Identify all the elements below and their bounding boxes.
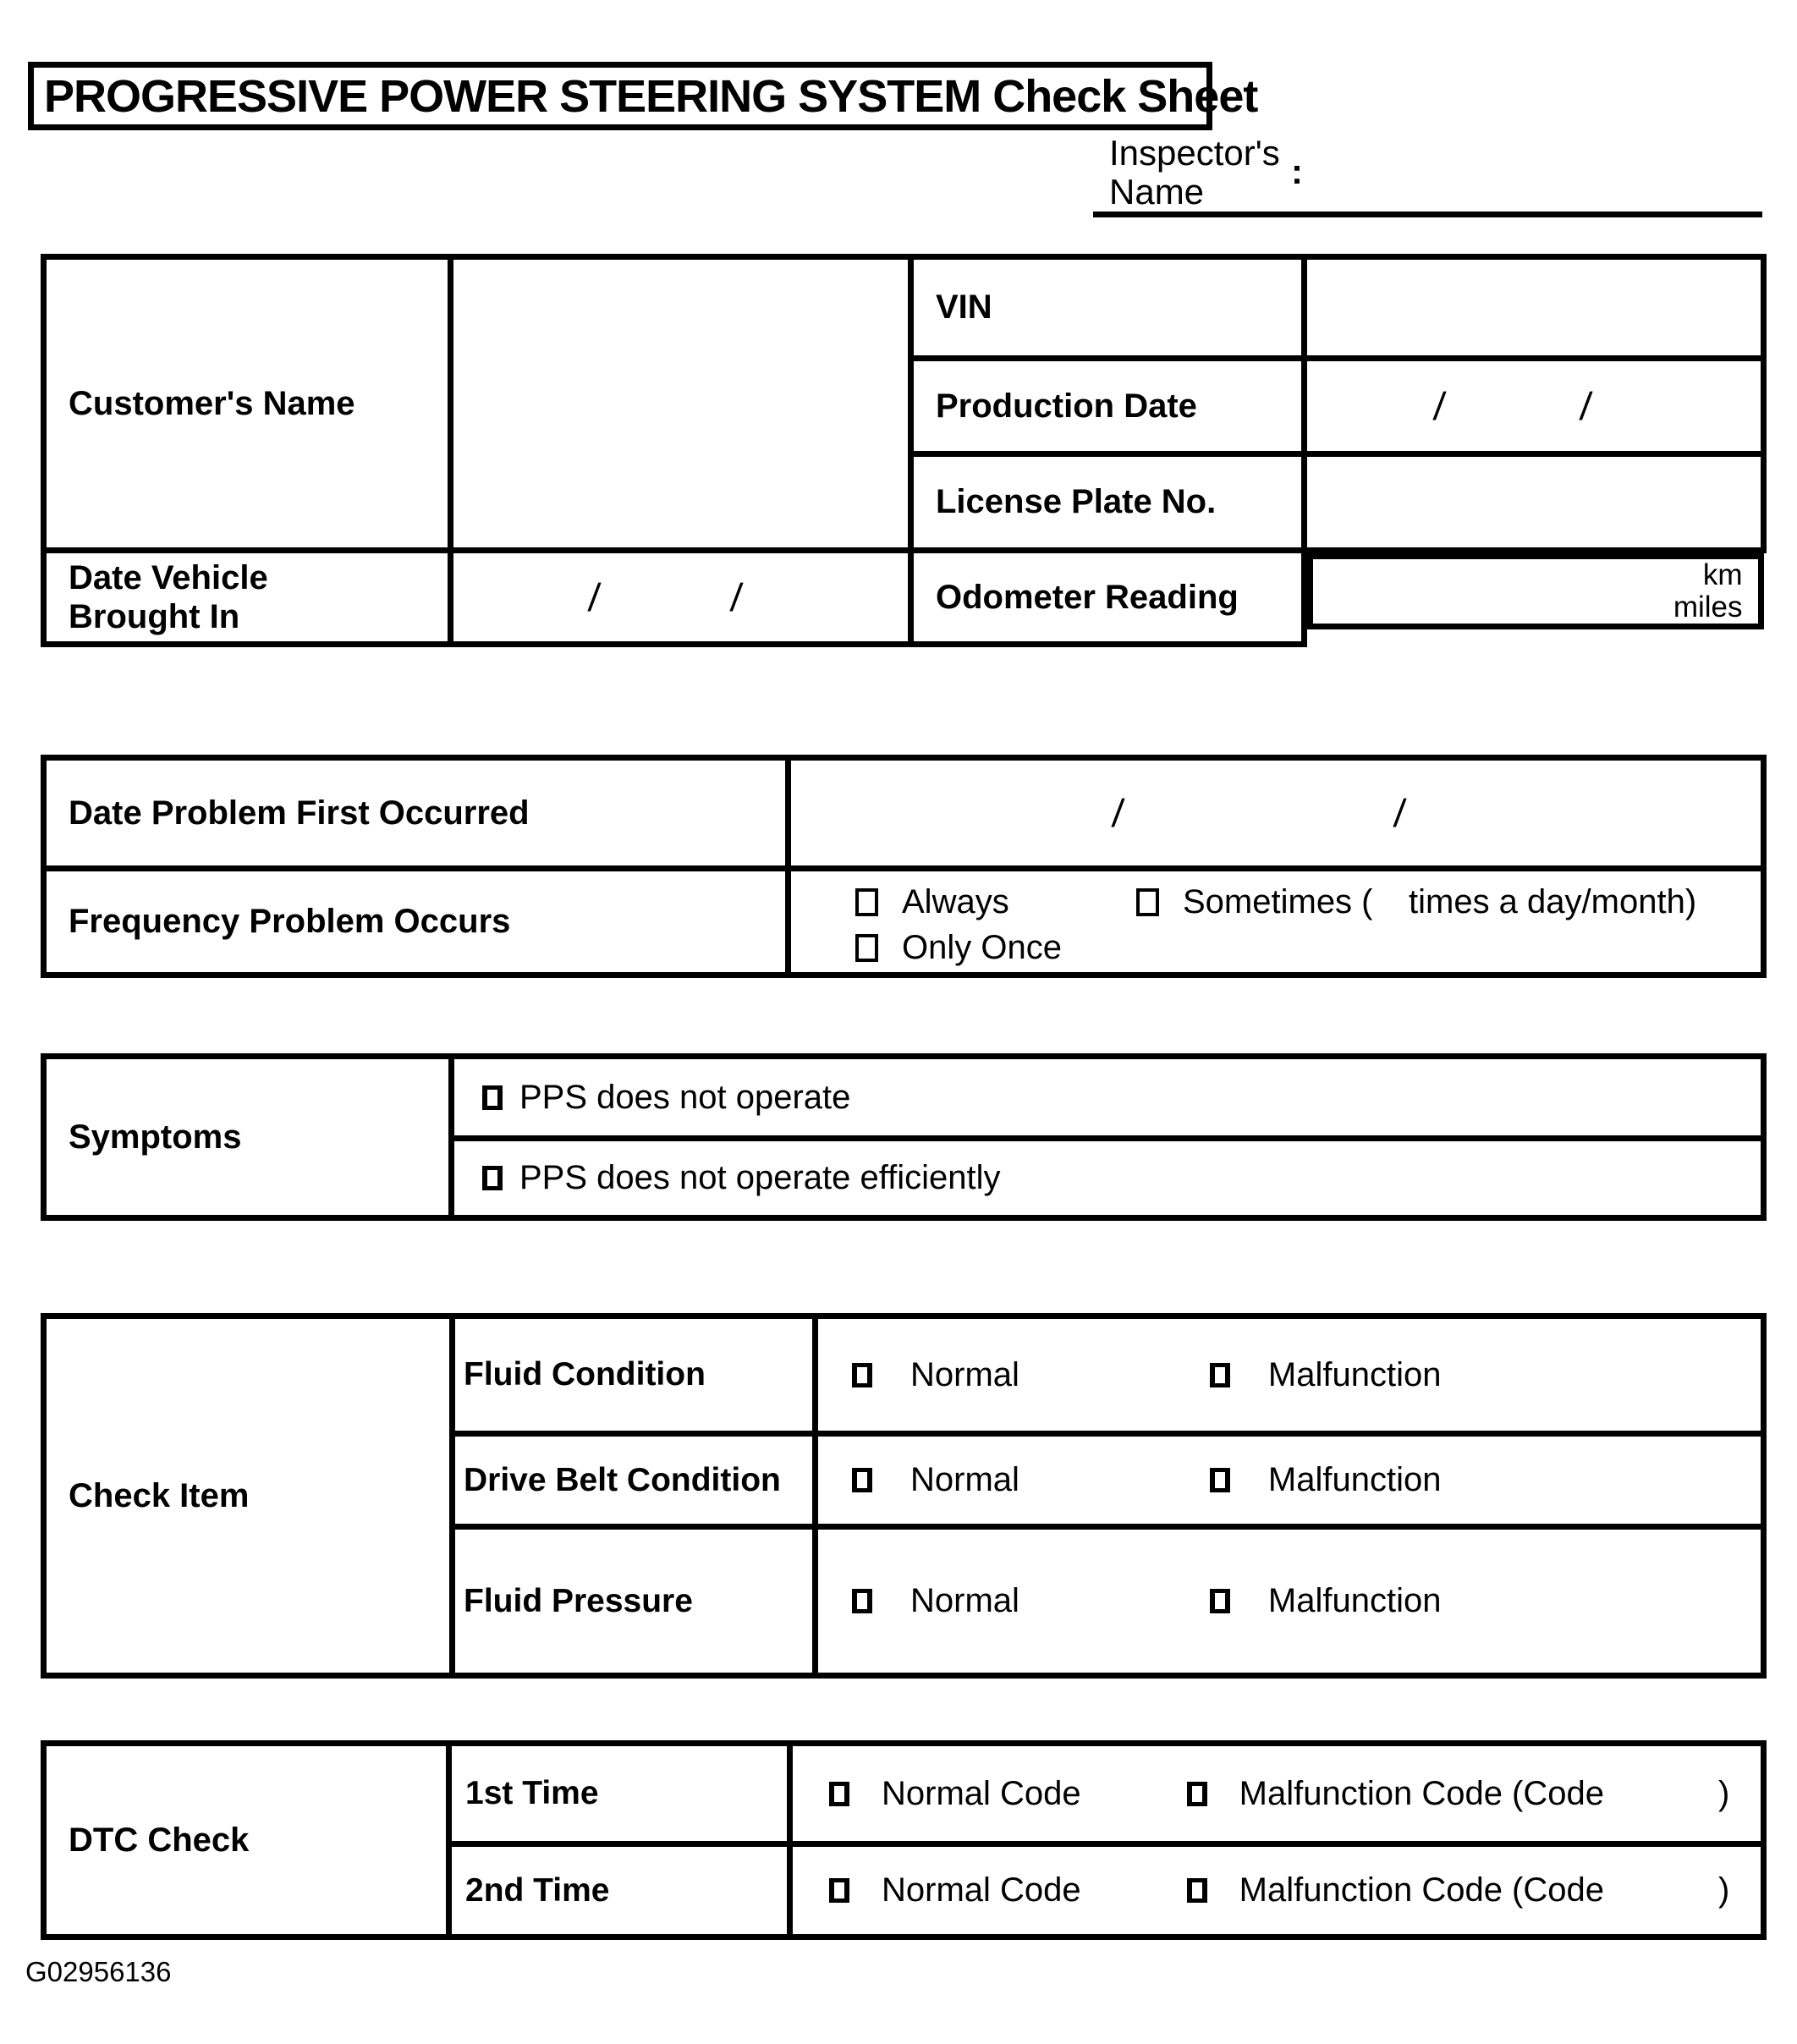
license-plate-label: License Plate No. — [911, 454, 1305, 551]
date-slash: / — [728, 575, 745, 619]
fluid-condition-normal-checkbox[interactable] — [852, 1363, 872, 1387]
fluid-condition-malfunction-checkbox[interactable] — [1210, 1363, 1230, 1387]
normal-code-label: Normal Code — [882, 1871, 1081, 1909]
dtc2-normal-code-checkbox[interactable] — [829, 1878, 849, 1903]
table-row — [44, 1744, 1764, 1844]
inspector-colon: : — [1291, 151, 1303, 191]
production-date-value-cell[interactable] — [1305, 359, 1764, 454]
symptoms-label: Symptoms — [44, 1057, 452, 1218]
frequency-option-only-once — [855, 929, 1062, 966]
dtc1-normal-code-checkbox[interactable] — [829, 1782, 849, 1806]
vin-value-cell[interactable] — [1305, 257, 1764, 359]
symptom-row-2 — [452, 1139, 1764, 1218]
malfunction-label: Malfunction — [1267, 1355, 1442, 1393]
symptom-row-1 — [452, 1057, 1764, 1139]
sometimes-checkbox[interactable] — [1136, 888, 1159, 916]
fluid-condition-label: Fluid Condition — [453, 1316, 816, 1434]
fluid-pressure-malfunction-checkbox[interactable] — [1210, 1589, 1230, 1613]
table-row — [44, 1316, 1764, 1434]
fluid-pressure-normal-checkbox[interactable] — [852, 1589, 872, 1613]
normal-code-label: Normal Code — [882, 1774, 1081, 1812]
odometer-unit-km: km — [1702, 558, 1743, 591]
drive-belt-malfunction-checkbox[interactable] — [1210, 1468, 1230, 1492]
only-once-checkbox[interactable] — [855, 934, 878, 962]
drive-belt-condition-label: Drive Belt Condition — [453, 1434, 816, 1527]
date-problem-label: Date Problem First Occurred — [44, 758, 789, 869]
date-slashes — [453, 574, 908, 620]
table-row — [44, 551, 1764, 645]
vehicle-info-table — [41, 254, 1767, 647]
table-row — [44, 869, 1764, 975]
date-slash: / — [1578, 384, 1594, 428]
check-item-label: Check Item — [44, 1316, 453, 1676]
drive-belt-normal-checkbox[interactable] — [852, 1468, 872, 1492]
dtc2-malfunction-code-checkbox[interactable] — [1187, 1878, 1207, 1903]
table-row — [44, 758, 1764, 869]
frequency-option-always — [855, 883, 1009, 920]
dtc-2nd-time-label: 2nd Time — [449, 1844, 790, 1937]
license-plate-value-cell[interactable] — [1305, 454, 1764, 551]
dtc-check-table — [41, 1740, 1767, 1940]
inspector-label-line1: Inspector's — [1109, 133, 1280, 173]
frequency-label: Frequency Problem Occurs — [44, 869, 789, 975]
inspector-name-field[interactable] — [1093, 212, 1762, 217]
always-checkbox[interactable] — [855, 888, 878, 916]
dtc-2nd-time-options — [790, 1844, 1764, 1937]
page-title-text: PROGRESSIVE POWER STEERING SYSTEM Check Sheet — [44, 70, 1258, 122]
normal-label: Normal — [910, 1355, 1019, 1393]
customer-name-label: Customer's Name — [44, 257, 451, 551]
figure-id: G02956136 — [25, 1956, 172, 1987]
malfunction-label: Malfunction — [1267, 1461, 1442, 1498]
malfunction-label: Malfunction — [1267, 1582, 1442, 1619]
sometimes-suffix: times a day/month) — [1409, 882, 1697, 920]
inspector-label-line2: Name — [1109, 172, 1205, 212]
date-slashes — [1307, 383, 1761, 429]
sometimes-label: Sometimes ( — [1183, 882, 1373, 920]
normal-label: Normal — [910, 1461, 1019, 1498]
date-problem-value-cell[interactable] — [789, 758, 1764, 869]
odometer-label: Odometer Reading — [911, 551, 1305, 645]
code-close-paren: ) — [1718, 1871, 1730, 1909]
date-brought-in-label: Date Vehicle Brought In — [44, 551, 451, 645]
malfunction-code-label: Malfunction Code (Code — [1239, 1774, 1605, 1812]
fluid-pressure-options — [816, 1527, 1764, 1676]
frequency-options-cell — [789, 869, 1764, 975]
date-slashes — [791, 790, 1761, 836]
only-once-label: Only Once — [902, 928, 1062, 966]
table-row — [44, 1057, 1764, 1139]
symptom-2-checkbox[interactable] — [482, 1166, 503, 1190]
date-slash: / — [1110, 791, 1126, 835]
drive-belt-options — [816, 1434, 1764, 1527]
code-close-paren: ) — [1718, 1774, 1730, 1812]
fluid-condition-options — [816, 1316, 1764, 1434]
table-row — [44, 257, 1764, 359]
production-date-label: Production Date — [911, 359, 1305, 454]
dtc-1st-time-options — [790, 1744, 1764, 1844]
malfunction-code-label: Malfunction Code (Code — [1239, 1871, 1605, 1909]
symptom-1-checkbox[interactable] — [482, 1085, 503, 1110]
check-item-table — [41, 1313, 1767, 1679]
symptom-2-label: PPS does not operate efficiently — [519, 1159, 1001, 1196]
inspector-name-block — [1109, 134, 1769, 218]
normal-label: Normal — [910, 1582, 1019, 1619]
dtc1-malfunction-code-checkbox[interactable] — [1187, 1782, 1207, 1806]
dtc-1st-time-label: 1st Time — [449, 1744, 790, 1844]
fluid-pressure-label: Fluid Pressure — [453, 1527, 816, 1676]
odometer-value-cell[interactable] — [1307, 553, 1764, 629]
odometer-unit-miles: miles — [1673, 590, 1743, 624]
problem-table — [41, 755, 1767, 978]
date-brought-in-value-cell[interactable] — [451, 551, 911, 645]
symptoms-table — [41, 1053, 1767, 1221]
always-label: Always — [902, 882, 1009, 920]
frequency-option-sometimes — [1136, 883, 1373, 920]
date-slash: / — [1392, 791, 1408, 835]
date-slash: / — [586, 575, 602, 619]
customer-name-value-cell[interactable] — [451, 257, 911, 551]
symptom-1-label: PPS does not operate — [519, 1078, 851, 1116]
date-slash: / — [1432, 384, 1448, 428]
dtc-check-label: DTC Check — [44, 1744, 449, 1937]
page-title — [28, 62, 1258, 130]
vin-label: VIN — [911, 257, 1305, 359]
